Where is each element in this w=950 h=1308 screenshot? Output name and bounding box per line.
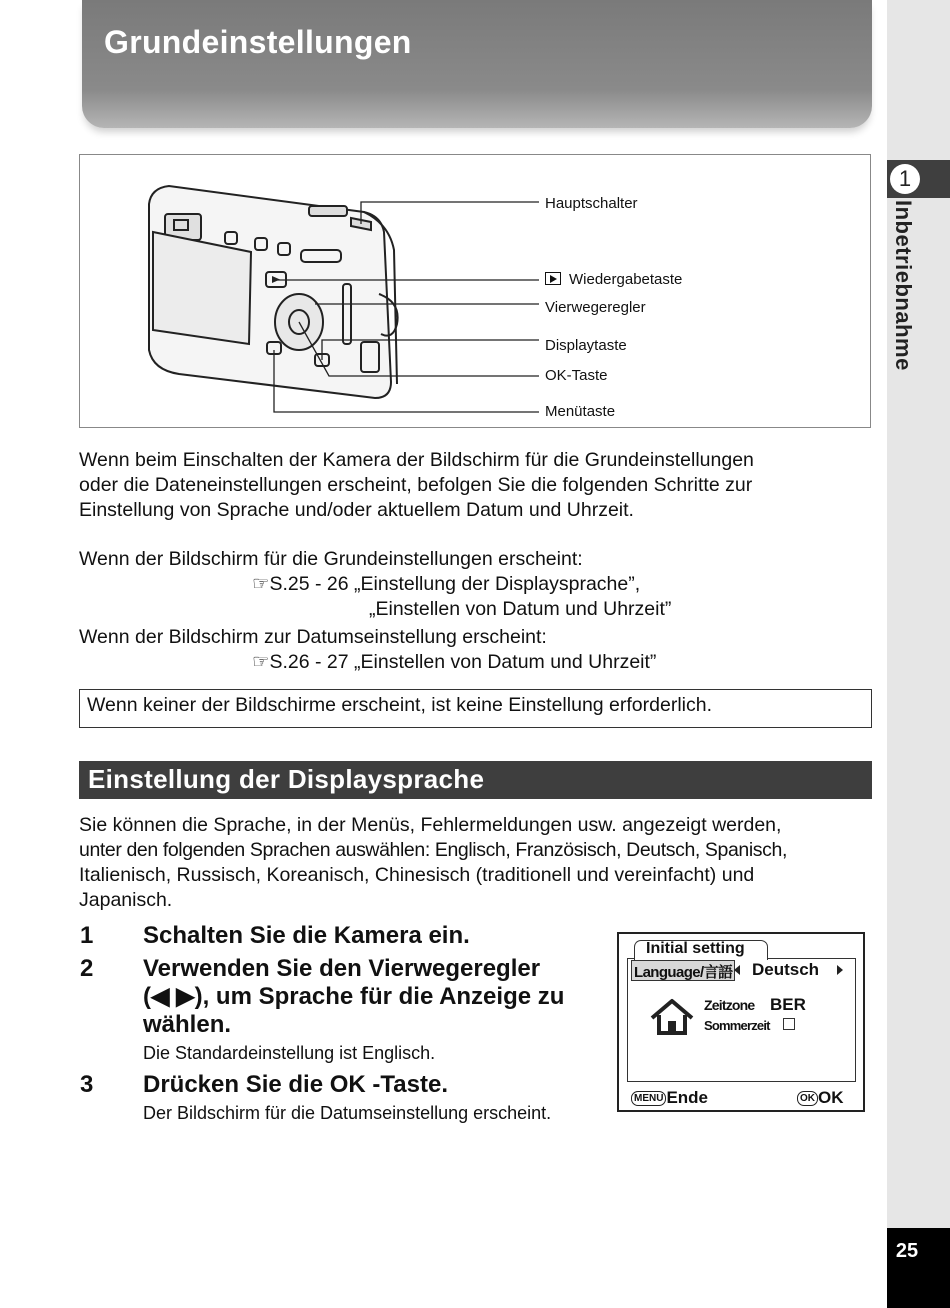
language-value: Deutsch: [752, 960, 820, 979]
camera-illustration: [79, 154, 871, 428]
chapter-label: Inbetriebnahme: [891, 200, 916, 371]
step-text: [143, 955, 564, 1039]
page-title: Grundeinstellungen: [104, 24, 412, 60]
step-sub: Die Standardeinstellung ist Englisch.: [143, 1043, 436, 1063]
label-display: Displaytaste: [545, 337, 627, 354]
dst-label: Sommerzeit: [704, 1018, 770, 1033]
step-number: 2: [80, 955, 94, 982]
intro-paragraph: [79, 448, 879, 523]
text-line: Wenn der Bildschirm zur Datumseinstellung erscheint:: [79, 626, 547, 648]
page-reference: ☞S.26 - 27 „Einstellen von Datum und Uhrzeit”: [252, 651, 657, 673]
label-four-way: Vierwegeregler: [545, 299, 646, 316]
label-playback-row: [545, 271, 682, 288]
text-line: unter den folgenden Sprachen auswählen: Englisch, Französisch, Deutsch, Spanisch,: [79, 839, 787, 861]
menu-button-icon[interactable]: MENU: [631, 1091, 666, 1106]
text-line: Wenn beim Einschalten der Kamera der Bildschirm für die Grundeinstellungen: [79, 449, 754, 471]
checkbox-icon[interactable]: [783, 1018, 795, 1030]
text-line: Sie können die Sprache, in der Menüs, Fehlermeldungen usw. angezeigt werden,: [79, 814, 782, 836]
page-reference: „Einstellen von Datum und Uhrzeit”: [369, 598, 672, 620]
ok-label: OK: [818, 1088, 844, 1107]
step-line: Verwenden Sie den Vierwegeregler: [143, 955, 541, 982]
lcd-footer-left: [631, 1088, 708, 1108]
step-text: Schalten Sie die Kamera ein.: [143, 922, 470, 949]
end-label: Ende: [666, 1088, 709, 1107]
chapter-label-wrap: [872, 200, 932, 410]
text-line: oder die Dateneinstellungen erscheint, befolgen Sie die folgenden Schritte zur: [79, 474, 753, 496]
timezone-label: Zeitzone: [704, 997, 755, 1013]
lcd-tab-label: Initial setting: [646, 940, 745, 957]
step-number: 3: [80, 1071, 94, 1098]
language-label: Language/言語: [634, 964, 733, 981]
step-line: (◀ ▶), um Sprache für die Anzeige zu: [143, 983, 565, 1010]
left-arrow-icon[interactable]: [734, 965, 740, 975]
timezone-value: BER: [770, 995, 806, 1014]
page-reference: ☞S.25 - 26 „Einstellung der Displaysprache”,: [252, 573, 641, 595]
playback-icon: [545, 272, 561, 285]
text-line: Wenn der Bildschirm für die Grundeinstellungen erscheint:: [79, 548, 583, 570]
label-playback: Wiedergabetaste: [569, 271, 683, 288]
text-line: Japanisch.: [79, 889, 173, 911]
home-icon: [649, 998, 695, 1036]
section-intro: [79, 813, 869, 913]
lcd-footer-right: [797, 1088, 844, 1108]
text-line: Einstellung von Sprache und/oder aktuellem Datum und Uhrzeit.: [79, 499, 634, 521]
step-sub: Der Bildschirm für die Datumseinstellung erscheint.: [143, 1103, 552, 1123]
ok-button-icon[interactable]: OK: [797, 1091, 818, 1106]
text-line: Italienisch, Russisch, Koreanisch, Chinesisch (traditionell und vereinfacht) und: [79, 864, 755, 886]
chapter-number: 1: [890, 164, 920, 194]
step-line: wählen.: [143, 1011, 232, 1038]
label-ok: OK-Taste: [545, 367, 608, 384]
step-number: 1: [80, 922, 94, 949]
section-title: Einstellung der Displaysprache: [88, 764, 485, 794]
right-arrow-icon[interactable]: [837, 965, 843, 975]
page-number: 25: [895, 1240, 919, 1262]
label-main-switch: Hauptschalter: [545, 195, 638, 212]
note-text: Wenn keiner der Bildschirme erscheint, ist keine Einstellung erforderlich.: [87, 694, 713, 716]
step-text: Drücken Sie die OK -Taste.: [143, 1071, 448, 1098]
title-banner: [82, 0, 872, 128]
label-menu: Menütaste: [545, 403, 616, 420]
